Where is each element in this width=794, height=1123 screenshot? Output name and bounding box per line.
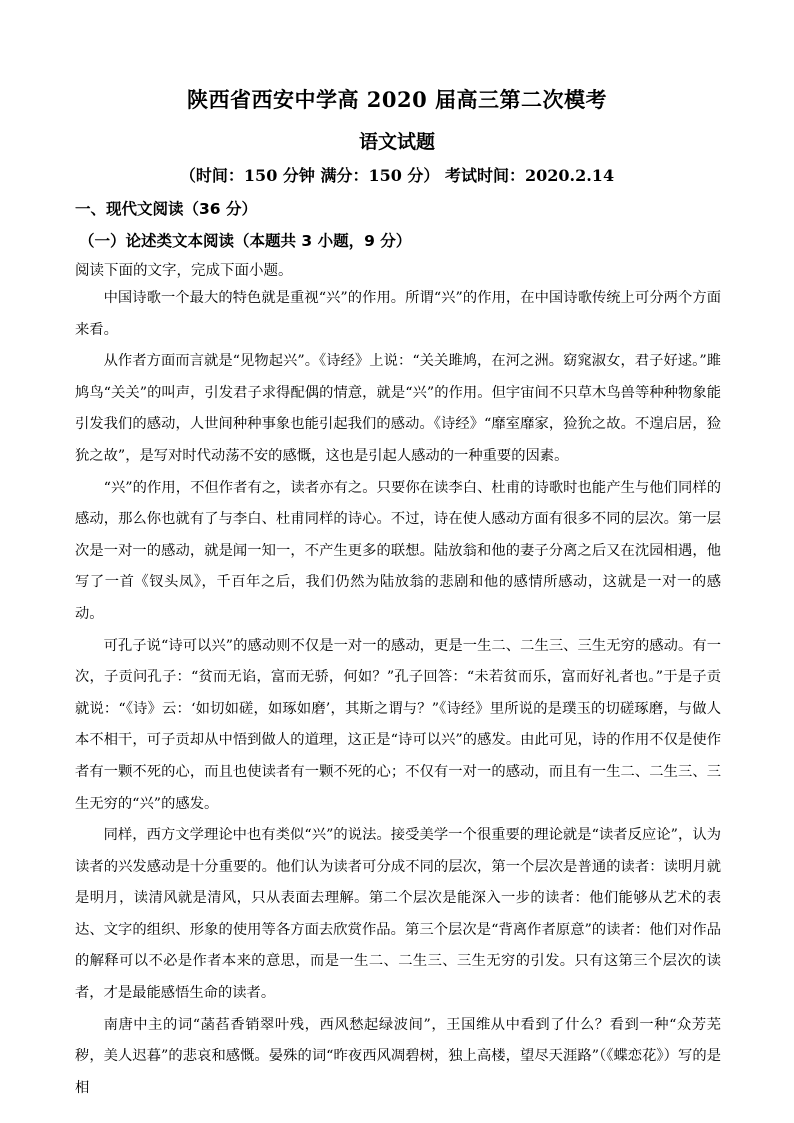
exam-subtitle: 语文试题: [358, 131, 435, 153]
exam-meta: （时间：150 分钟 满分：150 分） 考试时间：2020.2.14: [179, 166, 615, 185]
exam-title: 陕西省西安中学高 2020 届高三第二次模考: [186, 87, 608, 112]
passage-paragraph: 从作者方面而言就是“见物起兴”。《诗经》上说：“关关雎鸠，在河之洲。窈窕淑女，君子好逑。”雎鸠鸟“关关”的叫声，引发君子求得配偶的情意，就是“兴”的作用。但宇宙间不只草木鸟兽等种种物象能引发我们的感动，人世间种种事象也能引起我们的感动。《诗经》“靡室靡家，猃狁之故。不遑启居，猃狁之故”，是写对时代动荡不安的感慨，这也是引起人感动的一种重要的因素。: [75, 353, 721, 464]
reading-instruction: 阅读下面的文字，完成下面小题。: [75, 263, 293, 279]
passage-paragraph: “兴”的作用，不但作者有之，读者亦有之。只要你在读李白、杜甫的诗歌时也能产生与他们同样的感动，那么你也就有了与李白、杜甫同样的诗心。不过，诗在使人感动方面有很多不同的层次。第一层次是一对一的感动，就是闻一知一，不产生更多的联想。陆放翁和他的妻子分离之后又在沈园相遇，他写了一首《钗头凤》，千百年之后，我们仍然为陆放翁的悲剧和他的感情所感动，这就是一对一的感动。: [75, 479, 721, 622]
passage-paragraph: 中国诗歌一个最大的特色就是重视“兴”的作用。所谓“兴”的作用，在中国诗歌传统上可分两个方面来看。: [75, 290, 721, 338]
reading-passage: [75, 283, 721, 1104]
passage-paragraph: 同样，西方文学理论中也有类似“兴”的说法。接受美学一个很重要的理论就是“读者反应论”，认为读者的兴发感动是十分重要的。他们认为读者可分成不同的层次，第一个层次是普通的读者：读明月就是明月，读清风就是清风，只从表面去理解。第二个层次是能深入一步的读者：他们能够从艺术的表达、文字的组织、形象的使用等各方面去欣赏作品。第三个层次是“背离作者原意”的读者：他们对作品的解释可以不必是作者本来的意思，而是一生二、二生三、三生无穷的引发。只有这第三个层次的读者，才是最能感悟生命的读者。: [75, 827, 721, 1002]
passage-paragraph: 南唐中主的词“菡萏香销翠叶残，西风愁起绿波间”，王国维从中看到了什么？看到一种“众芳芜秽，美人迟暮”的悲哀和感慨。晏殊的词“昨夜西风凋碧树，独上高楼，望尽天涯路”（《蝶恋花》）写的是相: [75, 1016, 721, 1096]
passage-paragraph: 可孔子说“诗可以兴”的感动则不仅是一对一的感动，更是一生二、二生三、三生无穷的感动。有一次，子贡问孔子：“贫而无谄，富而无骄，何如？”孔子回答：“未若贫而乐，富而好礼者也。”于是子贡就说：“《诗》云：‘如切如磋，如琢如磨’，其斯之谓与？”《诗经》里所说的是璞玉的切磋琢磨，与做人本不相干，可子贡却从中悟到做人的道理，这正是“诗可以兴”的感发。由此可见，诗的作用不仅是使作者有一颗不死的心，而且也使读者有一颗不死的心；不仅有一对一的感动，而且有一生二、二生三、三生无穷的“兴”的感发。: [75, 637, 721, 812]
section-heading-modern-reading: 一、现代文阅读（36 分）: [75, 200, 257, 218]
subsection-heading-argumentative: （一）论述类文本阅读（本题共 3 小题，9 分）: [79, 232, 412, 250]
